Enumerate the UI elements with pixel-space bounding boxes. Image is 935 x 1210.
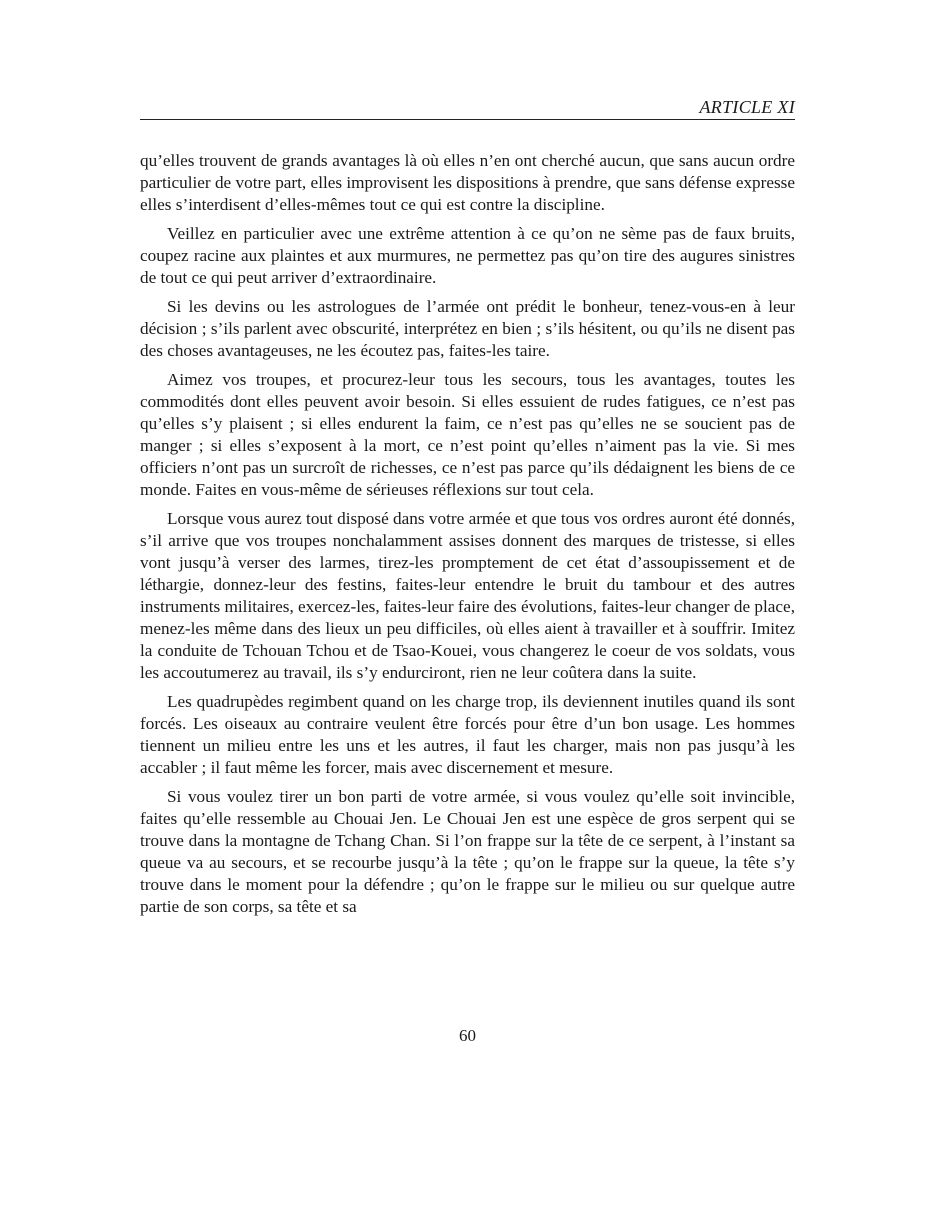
- header-rule: [140, 119, 795, 120]
- paragraph-7: Si vous voulez tirer un bon parti de votre armée, si vous voulez qu’elle soit invincible, faites qu’elle ressemble au Chouai Jen. Le Chouai Jen est une espèce de gros serpent qui se trouve dans la montagne de Tchang Chan. Si l’on frappe sur la tête de ce serpent, à l’instant sa queue va au secours, et se recourbe jusqu’à la tête ; qu’on le frappe sur la queue, la tête s’y trouve dans le moment pour la défendre ; qu’on le frappe sur le milieu ou sur quelque autre partie de son corps, sa tête et sa: [140, 787, 795, 916]
- paragraph-2: Veillez en particulier avec une extrême attention à ce qu’on ne sème pas de faux bruits, coupez racine aux plaintes et aux murmures, ne permettez pas qu’on tire des augures sinistres de tout ce qui peut arriver d’extraordinaire.: [140, 224, 795, 287]
- paragraph-1: qu’elles trouvent de grands avantages là où elles n’en ont cherché aucun, que sans aucun ordre particulier de votre part, elles improvisent les dispositions à prendre, que sans défense expresse elles s’interdisent d’elles-mêmes tout ce qui est contre la discipline.: [140, 151, 795, 214]
- paragraph-5: Lorsque vous aurez tout disposé dans votre armée et que tous vos ordres auront été donnés, s’il arrive que vos troupes nonchalamment assises donnent des marques de tristesse, si elles vont jusqu’à verser des larmes, tirez-les promptement de cet état d’assoupissement et de léthargie, donnez-leur des festins, faites-leur entendre le bruit du tambour et des autres instruments militaires, exercez-les, faites-leur faire des évolutions, faites-leur changer de place, menez-les même dans des lieux un peu difficiles, où elles aient à travailler et à souffrir. Imitez la conduite de Tchouan Tchou et de Tsao-Kouei, vous changerez le coeur de vos soldats, vous les accoutumerez au travail, ils s’y endurciront, rien ne leur coûtera dans la suite.: [140, 509, 795, 682]
- body-text: [140, 150, 795, 925]
- paragraph-4: Aimez vos troupes, et procurez-leur tous les secours, tous les avantages, toutes les commodités dont elles peuvent avoir besoin. Si elles essuient de rudes fatigues, ce n’est pas qu’elles s’y plaisent ; si elles endurent la faim, ce n’est pas qu’elles ne se soucient pas de manger ; si elles s’exposent à la mort, ce n’est point qu’elles n’aiment pas la vie. Si mes officiers n’ont pas un surcroît de richesses, ce n’est pas parce qu’ils dédaignent les biens de ce monde. Faites en vous-même de sérieuses réflexions sur tout cela.: [140, 370, 795, 499]
- running-header-title: ARTICLE XI: [699, 97, 795, 117]
- paragraph-6: Les quadrupèdes regimbent quand on les charge trop, ils deviennent inutiles quand ils sont forcés. Les oiseaux au contraire veulent être forcés pour être d’un bon usage. Les hommes tiennent un milieu entre les uns et les autres, il faut les charger, mais non pas jusqu’à les accabler ; il faut même les forcer, mais avec discernement et mesure.: [140, 692, 795, 777]
- page-number: 60: [459, 1026, 476, 1045]
- paragraph-3: Si les devins ou les astrologues de l’armée ont prédit le bonheur, tenez-vous-en à leur décision ; s’ils parlent avec obscurité, interprétez en bien ; s’ils hésitent, ou qu’ils ne disent pas des choses avantageuses, ne les écoutez pas, faites-les taire.: [140, 297, 795, 360]
